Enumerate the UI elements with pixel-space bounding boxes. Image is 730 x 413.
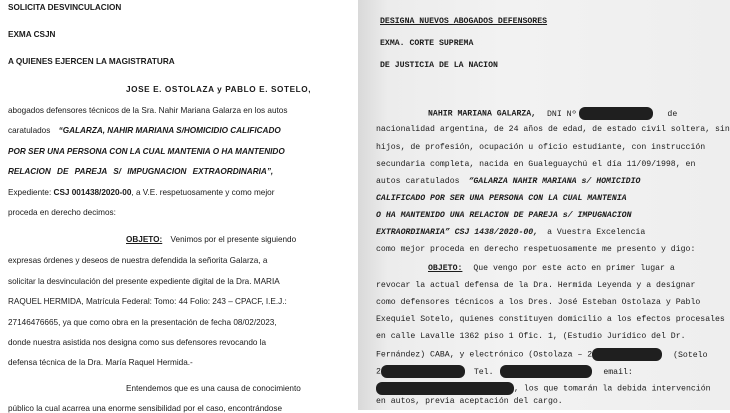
right-body-text: 2 <box>376 367 381 377</box>
right-document-page <box>358 0 730 410</box>
right-header-court-2: DE JUSTICIA DE LA NACION <box>380 61 498 70</box>
left-body-text: , a V.E. respetuosamente y como mejor <box>131 188 275 197</box>
left-header-court: EXMA CSJN <box>8 30 56 39</box>
right-body-line: en autos, previa aceptación del cargo. <box>376 397 563 406</box>
left-body-line: Entendemos que es una causa de conocimiento <box>126 384 301 393</box>
left-header-request: SOLICITA DESVINCULACION <box>8 3 122 12</box>
left-case-number: CSJ 001438/2020-00 <box>53 188 132 197</box>
right-body-line: Exequiel Sotelo, quienes constituyen domicilio a los efectos procesales <box>376 315 725 324</box>
left-body-line: defensa técnica de la Dra. María Raquel Hermida.- <box>8 358 193 367</box>
right-body-line: secundaria completa, nacida en Gualeguaychú el día 11/09/1998, en <box>376 160 696 169</box>
right-body-text: Que vengo por este acto en primer lugar a <box>473 264 675 273</box>
left-case-title: “GALARZA, NAHIR MARIANA S/HOMICIDIO CALIFICADO <box>58 126 281 135</box>
right-body-text: , los que tomarán la debida intervención <box>514 384 711 394</box>
redaction-block <box>579 107 653 120</box>
redaction-block <box>381 365 465 378</box>
redaction-block <box>500 365 592 378</box>
right-body-line: revocar la actual defensa de la Dra. Hermida Leyenda y a designar <box>376 281 696 290</box>
right-body-text: DNI Nº <box>547 109 577 119</box>
left-body-text: Expediente: <box>8 188 52 197</box>
right-header-designation: DESIGNA NUEVOS ABOGADOS DEFENSORES <box>380 17 548 26</box>
right-client-name: NAHIR MARIANA GALARZA, <box>428 109 537 119</box>
left-header-addressee: A QUIENES EJERCEN LA MAGISTRATURA <box>8 57 175 66</box>
right-body-text: Tel. <box>473 367 494 377</box>
left-body-line: abogados defensores técnicos de la Sra. Nahir Mariana Galarza en los autos <box>8 106 288 115</box>
right-body-text: email: <box>603 367 633 377</box>
right-body-line: como defensores técnicos a los Dres. José Esteban Ostolaza y Pablo <box>376 298 701 307</box>
right-body-line: en calle Lavalle 1362 piso 1 Ofic. 1, (Estudio Jurídico del Dr. <box>376 332 686 341</box>
left-body-line: proceda en derecho decimos: <box>8 208 116 217</box>
left-body-line: público la cual acarrea una enorme sensibilidad por el caso, encontrándose <box>8 404 282 413</box>
right-body-text: autos caratulados <box>376 177 460 186</box>
right-body-text: (Sotelo <box>673 350 708 360</box>
right-header-court: EXMA. CORTE SUPREMA <box>380 39 474 48</box>
redaction-block <box>376 382 514 395</box>
right-body-text: de <box>667 109 678 119</box>
right-case-title-line: CALIFICADO POR SER UNA PERSONA CON LA CUAL MANTENIA <box>376 194 627 203</box>
right-body-text: Fernández) CABA, y electrónico (Ostolaza – 2 <box>376 350 593 360</box>
left-body-line: solicitar la desvinculación del presente expediente digital de la Dra. MARIA <box>8 277 280 286</box>
left-document-page <box>0 0 352 413</box>
left-objeto-heading: OBJETO: <box>126 235 163 244</box>
left-case-title-line: RELACION DE PAREJA S/ IMPUGNACION EXTRAORDINARIA”, <box>8 167 274 176</box>
right-body-line: nacionalidad argentina, de 24 años de edad, de estado civil soltera, sin <box>376 125 730 134</box>
right-case-title: “GALARZA NAHIR MARIANA s/ HOMICIDIO <box>468 177 641 186</box>
right-case-title-line: O HA MANTENIDO UNA RELACION DE PAREJA s/ IMPUGNACION <box>376 211 632 220</box>
left-body-line: 27146476665, ya que como obra en la presentación de fecha 08/02/2023, <box>8 318 277 327</box>
right-body-line: como mejor proceda en derecho respetuosamente me presento y digo: <box>376 245 696 254</box>
right-body-text: a Vuestra Excelencia <box>547 228 646 237</box>
right-body-line: hijos, de profesión, ocupación u oficio estudiante, con instrucción <box>376 143 706 152</box>
left-body-text: caratulados <box>8 126 51 135</box>
left-body-line: expresas órdenes y deseos de nuestra defendida la señorita Galarza, a <box>8 256 268 265</box>
redaction-block <box>592 348 662 361</box>
left-case-title-line: POR SER UNA PERSONA CON LA CUAL MANTENIA O HA MANTENIDO <box>8 147 285 156</box>
right-objeto-heading: OBJETO: <box>428 264 463 273</box>
left-body-line: donde nuestra asistida nos designa como sus defensores revocando la <box>8 338 267 347</box>
left-lawyer-names: JOSE E. OSTOLAZA y PABLO E. SOTELO, <box>126 85 312 94</box>
right-case-number: EXTRAORDINARIA” CSJ 1438/2020-00, <box>376 228 539 237</box>
left-body-line: RAQUEL HERMIDA, Matrícula Federal: Tomo: 44 Folio: 243 – CPACF, I.E.J.: <box>8 297 287 306</box>
left-body-text: Venimos por el presente siguiendo <box>170 235 297 244</box>
